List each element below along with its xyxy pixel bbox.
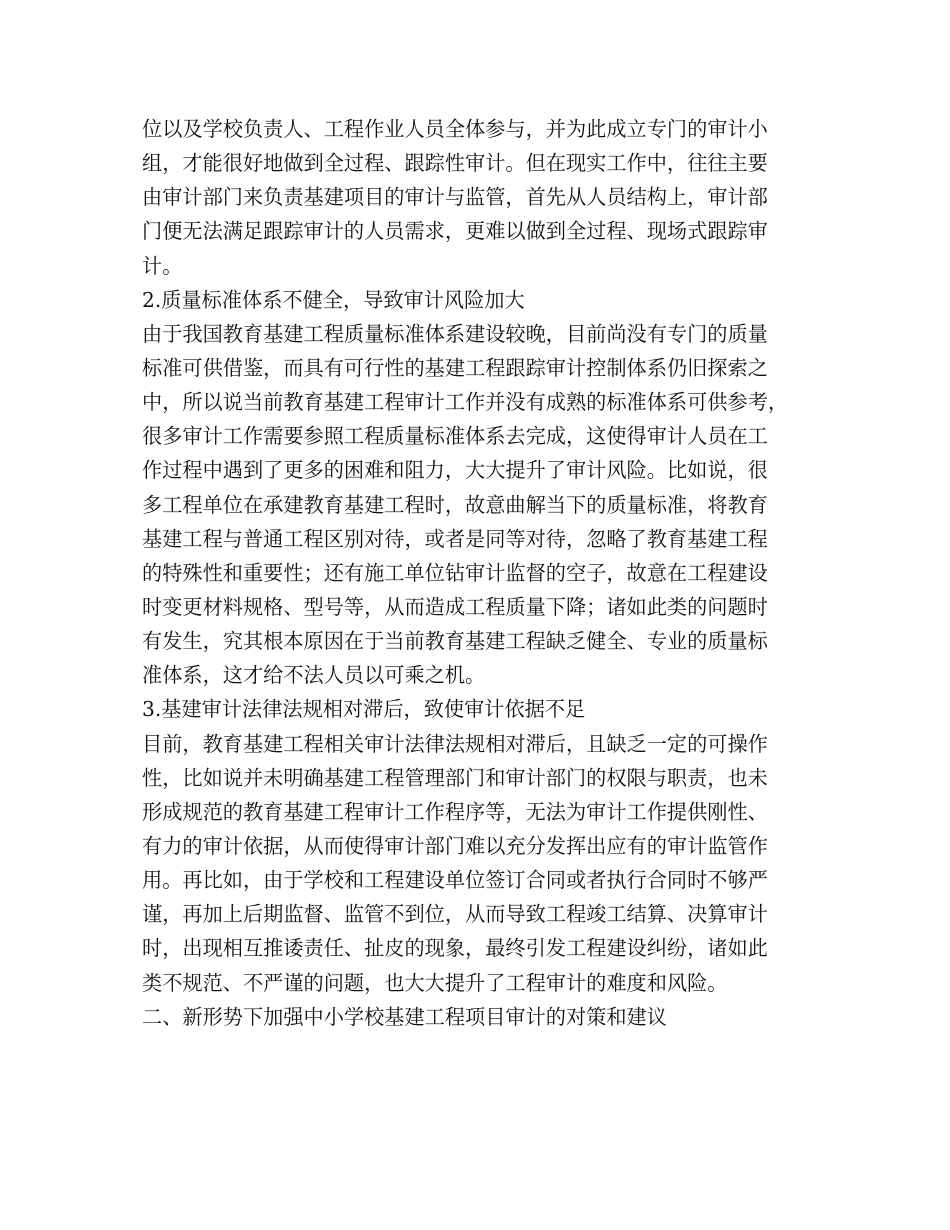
text-line: 用。再比如，由于学校和工程建设单位签订合同或者执行合同时不够严 <box>142 868 768 893</box>
text-line: 多工程单位在承建教育基建工程时，故意曲解当下的质量标准，将教育 <box>142 492 768 517</box>
section-heading: 二、新形势下加强中小学校基建工程项目审计的对策和建议 <box>142 1004 667 1029</box>
text-line: 门便无法满足跟踪审计的人员需求，更难以做到全过程、现场式跟踪审 <box>142 219 768 244</box>
text-line: 准体系，这才给不法人员以可乘之机。 <box>142 663 486 688</box>
text-line: 作过程中遇到了更多的困难和阻力，大大提升了审计风险。比如说，很 <box>142 458 768 483</box>
text-line: 目前，教育基建工程相关审计法律法规相对滞后，且缺乏一定的可操作 <box>142 731 768 756</box>
text-line: 由于我国教育基建工程质量标准体系建设较晚，目前尚没有专门的质量 <box>142 321 768 346</box>
text-line: 位以及学校负责人、工程作业人员全体参与，并为此成立专门的审计小 <box>142 117 768 141</box>
text-line: 有力的审计依据，从而使得审计部门难以充分发挥出应有的审计监管作 <box>142 833 768 858</box>
text-line: 时，出现相互推诿责任、扯皮的现象，最终引发工程建设纠纷，诸如此 <box>142 936 768 961</box>
body-text <box>142 112 832 1034</box>
text-line: 计。 <box>142 253 183 278</box>
section-heading: 3.基建审计法律法规相对滞后，致使审计依据不足 <box>142 697 586 722</box>
text-line: 类不规范、不严谨的问题，也大大提升了工程审计的难度和风险。 <box>142 970 728 995</box>
text-line: 基建工程与普通工程区别对待，或者是同等对待，忽略了教育基建工程 <box>142 526 768 551</box>
text-line: 性，比如说并未明确基建工程管理部门和审计部门的权限与职责，也未 <box>142 765 768 790</box>
text-line: 形成规范的教育基建工程审计工作程序等，无法为审计工作提供刚性、 <box>142 799 768 824</box>
section-heading: 2.质量标准体系不健全，导致审计风险加大 <box>142 287 525 312</box>
text-line: 有发生，究其根本原因在于当前教育基建工程缺乏健全、专业的质量标 <box>142 629 768 654</box>
text-line: 时变更材料规格、型号等，从而造成工程质量下降；诸如此类的问题时 <box>142 594 768 619</box>
text-line: 很多审计工作需要参照工程质量标准体系去完成，这使得审计人员在工 <box>142 424 768 449</box>
text-line: 的特殊性和重要性；还有施工单位钻审计监督的空子，故意在工程建设 <box>142 560 768 585</box>
text-line: 谨，再加上后期监督、监管不到位，从而导致工程竣工结算、决算审计 <box>142 902 768 927</box>
text-line: 中，所以说当前教育基建工程审计工作并没有成熟的标准体系可供参考， <box>142 390 789 415</box>
text-line: 由审计部门来负责基建项目的审计与监管，首先从人员结构上，审计部 <box>142 185 768 210</box>
text-line: 组，才能很好地做到全过程、跟踪性审计。但在现实工作中，往往主要 <box>142 151 768 176</box>
text-line: 标准可供借鉴，而具有可行性的基建工程跟踪审计控制体系仍旧探索之 <box>142 355 768 380</box>
